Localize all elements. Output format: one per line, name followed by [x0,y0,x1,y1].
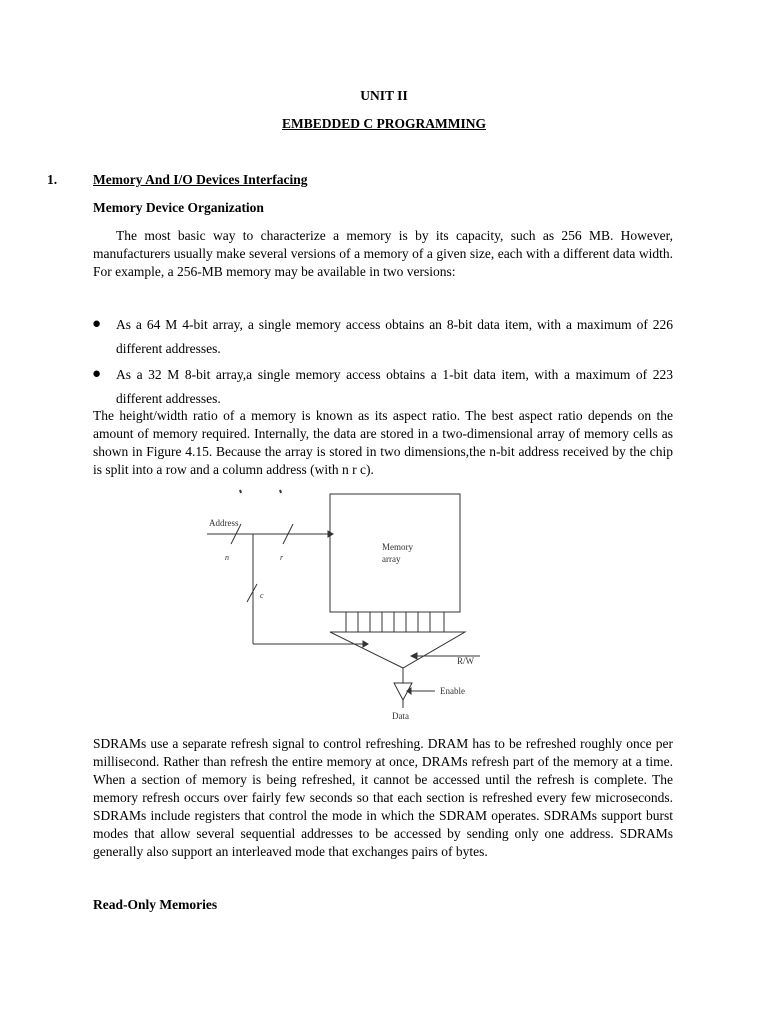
subsection-title: Memory Device Organization [93,200,264,215]
unit-subtitle: EMBEDDED C PROGRAMMING [282,116,486,131]
memory-array-diagram [195,484,485,726]
memory-array-box [330,494,460,612]
unit-title: UNIT II [360,88,408,103]
rw-label: R/W [457,656,474,666]
c-label: c [260,591,264,600]
column-buffer [346,612,444,632]
r-label: r [280,553,284,562]
bullet-item: As a 64 M 4-bit array, a single memory access obtains an 8-bit data item, with a maximum of 226 different addresses. [116,317,673,356]
array-label: array [382,554,401,564]
data-label: Data [392,711,409,721]
memory-label: Memory [382,542,413,552]
section-title: Memory And I/O Devices Interfacing [93,172,308,187]
bullet-icon: ● [92,316,102,332]
bullet-icon: ● [92,366,102,382]
section-number: 1. [47,172,58,187]
multiplexer [330,632,465,668]
sdram-paragraph: SDRAMs use a separate refresh signal to control refreshing. DRAM has to be refreshed roughly once per millisecond. Rather than refresh the entire memory at once, DRAMs refresh part of the memory at a time. When a section of memory is being refreshed, it cannot be accessed until the refresh is complete. The memory refresh occurs over fairly few seconds so that each section is refreshed every few microseconds. SDRAMs include registers that control the mode in which the SDRAM operates. SDRAMs support burst modes that allow several sequential addresses to be accessed by sending only one address. SDRAMs generally also support an interleaved mode that exchanges pairs of bytes. [93,736,673,859]
address-label: Address [209,518,239,528]
aspect-paragraph: The height/width ratio of a memory is known as its aspect ratio. The best aspect ratio depends on the amount of memory required. Internally, the data are stored in a two-dimensional array of memory cells as shown in Figure 4.15. Because the array is stored in two dimensions,the n-bit address received by the chip is split into a row and a column address (with n r c). [93,408,673,477]
n-label: n [225,553,229,562]
rom-heading: Read-Only Memories [93,897,218,912]
bullet-item: As a 32 M 8-bit array,a single memory access obtains a 1-bit data item, with a maximum of 223 different addresses. [116,367,673,406]
enable-label: Enable [440,686,465,696]
intro-paragraph: The most basic way to characterize a memory is by its capacity, such as 256 MB. However, manufacturers usually make several versions of a memory of a given size, each with a different data width. For example, a 256-MB memory may be available in two versions: [93,228,673,279]
